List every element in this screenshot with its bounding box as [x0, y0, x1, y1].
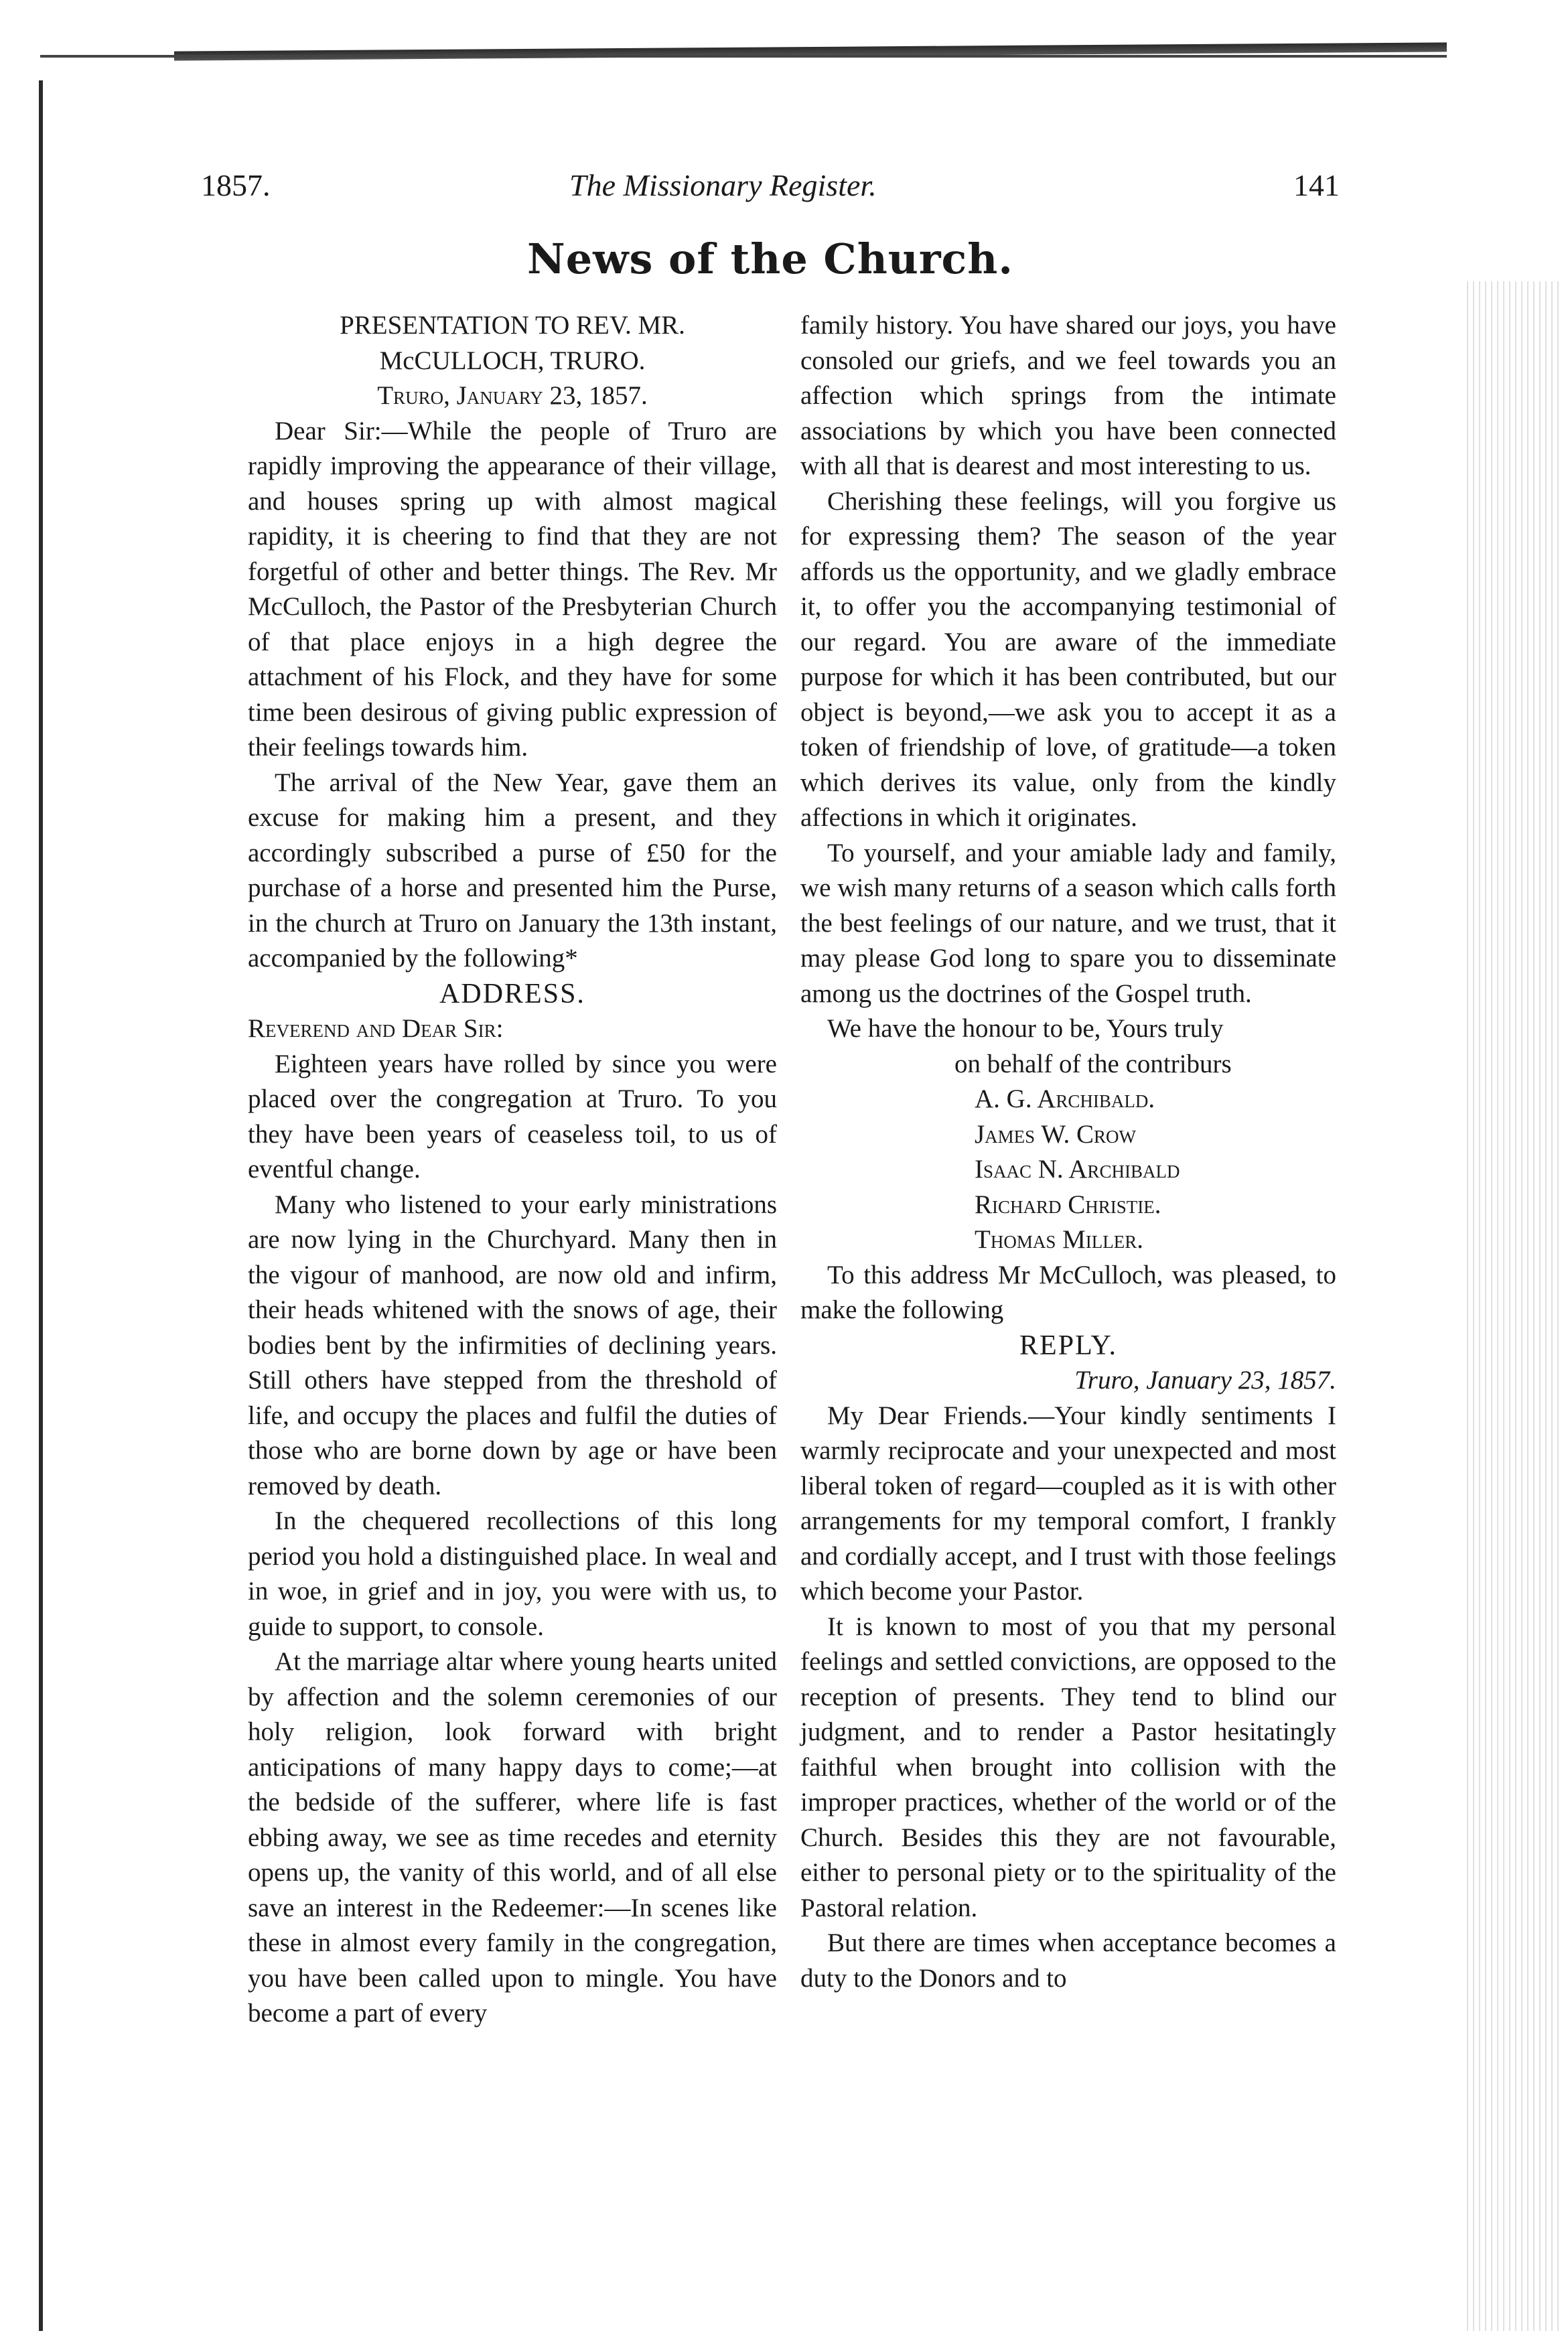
address-paragraph: In the chequered recollections of this long period you hold a distinguished place. In weal and in woe, in grief and in joy, you were with us, to guide to support, to console. — [248, 1506, 777, 1641]
transition-line: To this address Mr McCulloch, was pleased, to make the following — [800, 1260, 1336, 1324]
section-title: News of the Church. — [527, 234, 1013, 283]
address-paragraph: family history. You have shared our joys, you have consoled our griefs, and we feel towards you an affection which springs from the intimate associations by which you have been connected with all that is dearest and most interesting to us. — [800, 311, 1336, 480]
page-number: 141 — [1293, 168, 1340, 202]
signer-name: Richard Christie. — [975, 1190, 1161, 1219]
address-paragraph: Cherishing these feelings, will you forgive us for expressing them? The season of the year affords us the opportunity, and we gladly embrace it, to offer you the accompanying testimonial of our regard. You are aware of the immediate purpose for which it has been contributed, but our object is beyond,—we ask you to accept it as a token of friendship of love, of gratitude—a token which derives its value, only from the kindly affections in which it originates. — [800, 486, 1336, 832]
facing-page-bleed — [1467, 281, 1561, 2331]
article-paragraph: The arrival of the New Year, gave them an excuse for making him a present, and they accordingly subscribed a purse of £50 for the purchase of a horse and presented him the Purse, in the church at Truro on January the 13th instant, accompanied by the following* — [248, 768, 777, 973]
signer-name: Isaac N. Archibald — [975, 1155, 1180, 1184]
reply-paragraph: It is known to most of you that my personal feelings and settled convictions, are opposed to the reception of presents. They tend to blind our judgment, and to render a Pastor hesitatingly faithful when brought into collision with the improper practices, whether of the world or of the Church. Besides this they are not favourable, either to personal piety or to the spirituality of the Pastoral relation. — [800, 1612, 1336, 1922]
closing-line: We have the honour to be, Yours truly — [827, 1014, 1224, 1043]
address-paragraph: At the marriage altar where young hearts united by affection and the solemn ceremonies of our holy religion, look forward with bright anticipations of many happy days to come;—at the bedside of the sufferer, where life is fast ebbing away, we see as time recedes and eternity opens up, the vanity of this world, and of all else save an interest in the Redeemer:—In scenes like these in almost every family in the congregation, you have been called upon to mingle. You have become a part of every — [248, 1647, 777, 2028]
article-title-line2: McCULLOCH, TRURO. — [379, 346, 646, 375]
address-paragraph: To yourself, and your amiable lady and family, we wish many returns of a season which calls forth the best feelings of our nature, and we trust, that it may please God long to spare you to disseminate among us the doctrines of the Gospel truth. — [800, 838, 1336, 1008]
reply-paragraph: But there are times when acceptance becomes a duty to the Donors and to — [800, 1928, 1336, 1993]
header-year: 1857. — [201, 168, 271, 202]
running-header — [201, 167, 1340, 214]
article-dateline: Truro, January 23, 1857. — [377, 381, 648, 410]
reply-paragraph: My Dear Friends.—Your kindly sentiments I warmly reciprocate and your unexpected and most liberal token of regard—coupled as it is with other arrangements for my temporal comfort, I frankly and cordially accept, and I trust with those feelings which become your Pastor. — [800, 1401, 1336, 1606]
address-salutation: Reverend and Dear Sir: — [248, 1014, 504, 1043]
right-column — [800, 308, 1336, 1996]
journal-title: The Missionary Register. — [569, 168, 877, 202]
address-paragraph: Many who listened to your early ministrations are now lying in the Churchyard. Many then in the vigour of manhood, are now old and infirm, their heads whitened with the snows of age, their bodies bent by the infirmities of declining years. Still others have stepped from the threshold of life, and occupy the places and fulfil the duties of those who are borne down by age or have been removed by death. — [248, 1190, 777, 1500]
address-heading: ADDRESS. — [439, 978, 585, 1009]
top-border-rule — [174, 42, 1447, 60]
closing-line-behalf: on behalf of the contriburs — [954, 1049, 1232, 1078]
address-paragraph: Eighteen years have rolled by since you were placed over the congregation at Truro. To you they have been years of ceaseless toil, to us of eventful change. — [248, 1049, 777, 1184]
article-paragraph: Dear Sir:—While the people of Truro are rapidly improving the appearance of their village, and houses spring up with almost magical rapidity, it is cheering to find that they are not forgetful of other and better things. The Rev. Mr McCulloch, the Pastor of the Presbyterian Church of that place enjoys in a high degree the attachment of his Flock, and they have for some time been desirous of giving public expression of their feelings towards him. — [248, 416, 777, 762]
left-column — [248, 308, 777, 2032]
reply-dateline: Truro, January 23, 1857. — [1074, 1366, 1336, 1395]
signer-name: Thomas Miller. — [975, 1225, 1143, 1254]
left-margin-rule — [39, 80, 43, 2331]
article-title-line1: PRESENTATION TO REV. MR. — [340, 311, 685, 340]
reply-heading: REPLY. — [1019, 1330, 1117, 1361]
signer-name: A. G. Archibald. — [975, 1084, 1155, 1113]
top-border-line — [40, 55, 1447, 58]
signer-name: James W. Crow — [975, 1119, 1136, 1149]
